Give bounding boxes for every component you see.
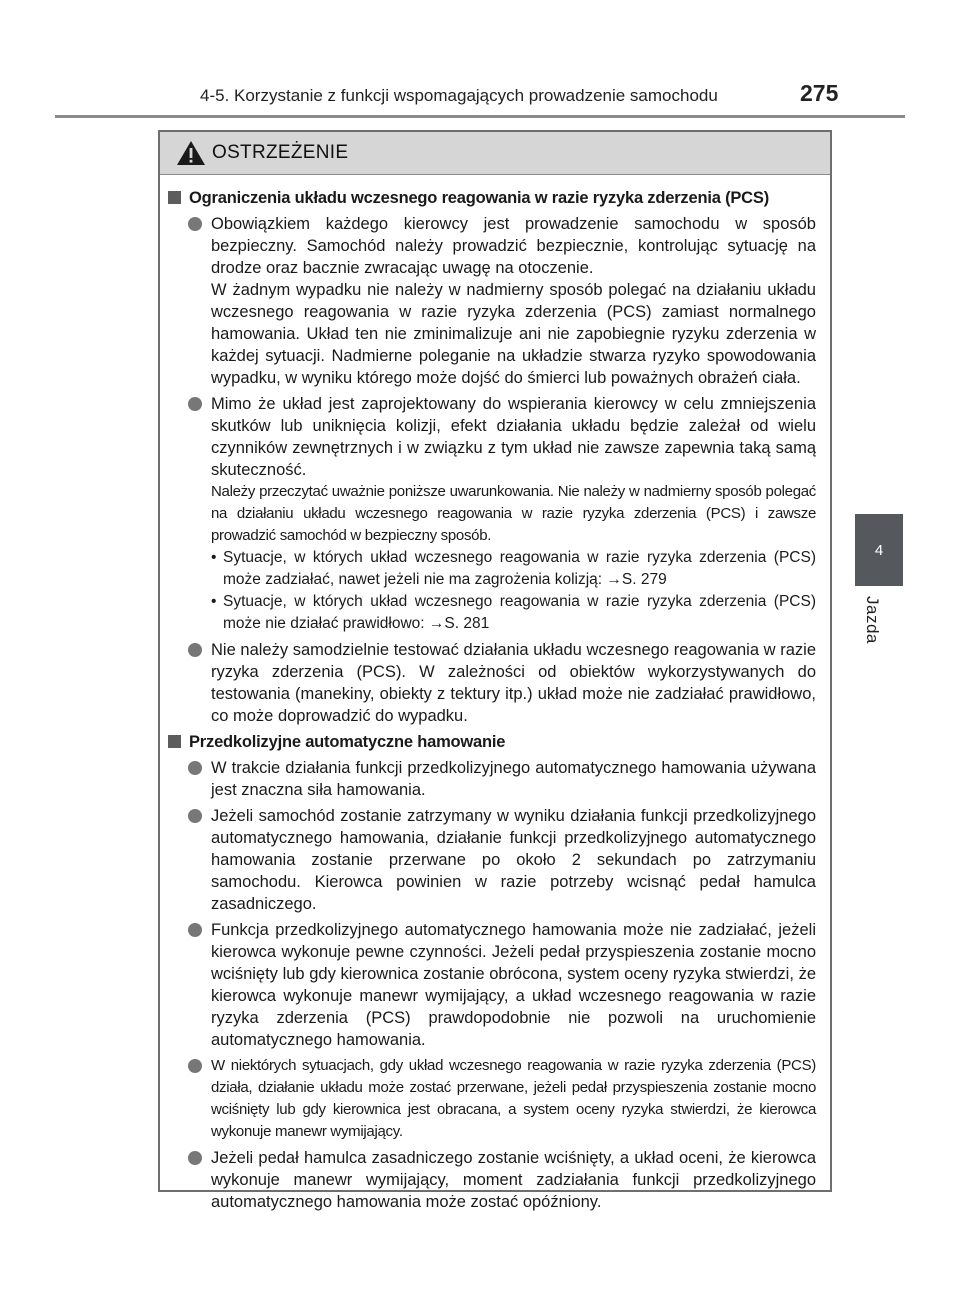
list-item <box>188 213 816 389</box>
list-item <box>188 919 816 1051</box>
cross-reference[interactable]: Sytuacje, w których układ wczesnego reagowania w razie ryzyka zderzenia (PCS) może zadziałać, nawet jeżeli nie ma zagrożenia kolizją: →S. 279 <box>223 549 816 588</box>
paragraph: W żadnym wypadku nie należy w nadmierny sposób polegać na działaniu układu wczesnego reagowania w razie ryzyka zderzenia (PCS) zamiast normalnego hamowania. Układ ten nie zminimalizuje ani nie zapobiegnie ryzyku zderzenia w każdej sytuacji. Nadmierne poleganie na układzie stwarza ryzyko spowodowania wypadku, w wyniku którego może dojść do śmierci lub poważnych obrażeń ciała. <box>211 281 816 387</box>
round-bullet-icon <box>188 761 202 775</box>
warning-box <box>158 130 832 1211</box>
warning-header <box>160 132 830 175</box>
paragraph: Mimo że układ jest zaprojektowany do wspierania kierowcy w celu zmniejszenia skutków lub uniknięcia kolizji, efekt działania układu będzie zależał od wielu czynników zewnętrznych i w związku z tym układ nie zawsze zapewnia taką samą skuteczność. <box>211 395 816 479</box>
list-item <box>188 393 816 635</box>
round-bullet-icon <box>188 643 202 657</box>
round-bullet-icon <box>188 809 202 823</box>
header-title: 4-5. Korzystanie z funkcji wspomagających prowadzenie samochodu <box>200 86 718 105</box>
sub-list-item <box>211 591 816 635</box>
round-bullet-icon <box>188 923 202 937</box>
section-heading: Przedkolizyjne automatyczne hamowanie <box>168 731 816 753</box>
round-bullet-icon <box>188 217 202 231</box>
list-item <box>188 757 816 801</box>
small-bullet-icon: • <box>211 593 217 610</box>
section-heading: Ograniczenia układu wczesnego reagowania w razie ryzyka zderzenia (PCS) <box>168 187 816 209</box>
list-item <box>188 805 816 915</box>
paragraph: Jeżeli samochód zostanie zatrzymany w wyniku działania funkcji przedkolizyjnego automatycznego hamowania, działanie funkcji przedkolizyjnego automatycznego hamowania zostanie przerwane po około 2 sekundach po zatrzymaniu samochodu. Kierowca powinien w razie potrzeby wcisnąć pedał hamulca zasadniczego. <box>211 807 816 913</box>
round-bullet-icon <box>188 1059 202 1073</box>
square-bullet-icon <box>168 191 181 204</box>
round-bullet-icon <box>188 1151 202 1165</box>
warning-triangle-icon <box>176 140 206 166</box>
paragraph: W trakcie działania funkcji przedkolizyjnego automatycznego hamowania używana jest znaczna siła hamowania. <box>211 759 816 799</box>
paragraph: W niektórych sytuacjach, gdy układ wczesnego reagowania w razie ryzyka zderzenia (PCS) działa, działanie układu może zostać przerwane, jeżeli pedał przyspieszenia zostanie mocno wciśnięty lub gdy kierownica jest obracana, a system oceny ryzyka stwierdzi, że kierowca wykonuje manewr wymijający. <box>211 1057 816 1140</box>
list-item <box>188 1055 816 1143</box>
paragraph: Jeżeli pedał hamulca zasadniczego zostanie wciśnięty, a układ oceni, że kierowca wykonuje manewr wymijający, moment zadziałania funkcji przedkolizyjnego automatycznego hamowania może zostać opóźniony. <box>211 1149 816 1211</box>
warning-title: OSTRZEŻENIE <box>212 142 349 163</box>
chapter-label: Jazda <box>863 596 882 644</box>
paragraph: Należy przeczytać uważnie poniższe uwarunkowania. Nie należy w nadmierny sposób polegać na działaniu układu wczesnego reagowania w razie ryzyka zderzenia (PCS) i zawsze prowadzić samochód w bezpieczny sposób. <box>211 483 816 544</box>
paragraph: Obowiązkiem każdego kierowcy jest prowadzenie samochodu w sposób bezpieczny. Samochód należy prowadzić bezpiecznie, kontrolując sytuację na drodze oraz bacznie zwracając uwagę na otoczenie. <box>211 215 816 277</box>
cross-reference[interactable]: Sytuacje, w których układ wczesnego reagowania w razie ryzyka zderzenia (PCS) może nie działać prawidłowo: →S. 281 <box>223 593 816 632</box>
list-item <box>188 639 816 727</box>
small-bullet-icon: • <box>211 549 217 566</box>
page-number: 275 <box>800 80 839 106</box>
square-bullet-icon <box>168 735 181 748</box>
list-item <box>188 1147 816 1213</box>
warning-body <box>160 175 830 1213</box>
sub-list-item <box>211 547 816 591</box>
paragraph: Nie należy samodzielnie testować działania układu wczesnego reagowania w razie ryzyka zderzenia (PCS). W zależności od obiektów wykorzystywanych do testowania (manekiny, obiekty z tektury itp.) układ może nie zadziałać prawidłowo, co może doprowadzić do wypadku. <box>211 641 816 725</box>
header-divider <box>55 115 905 118</box>
chapter-tab[interactable] <box>855 514 903 586</box>
round-bullet-icon <box>188 397 202 411</box>
paragraph: Funkcja przedkolizyjnego automatycznego hamowania może nie zadziałać, jeżeli kierowca wykonuje pewne czynności. Jeżeli pedał przyspieszenia zostanie mocno wciśnięty lub gdy kierownica zostanie obrócona, system oceny ryzyka stwierdzi, że kierowca wykonuje manewr wymijający, a układ wczesnego reagowania w razie ryzyka zderzenia (PCS) prawdopodobnie nie pozwoli na uruchomienie automatycznego hamowania. <box>211 921 816 1049</box>
chapter-number: 4 <box>874 541 884 559</box>
